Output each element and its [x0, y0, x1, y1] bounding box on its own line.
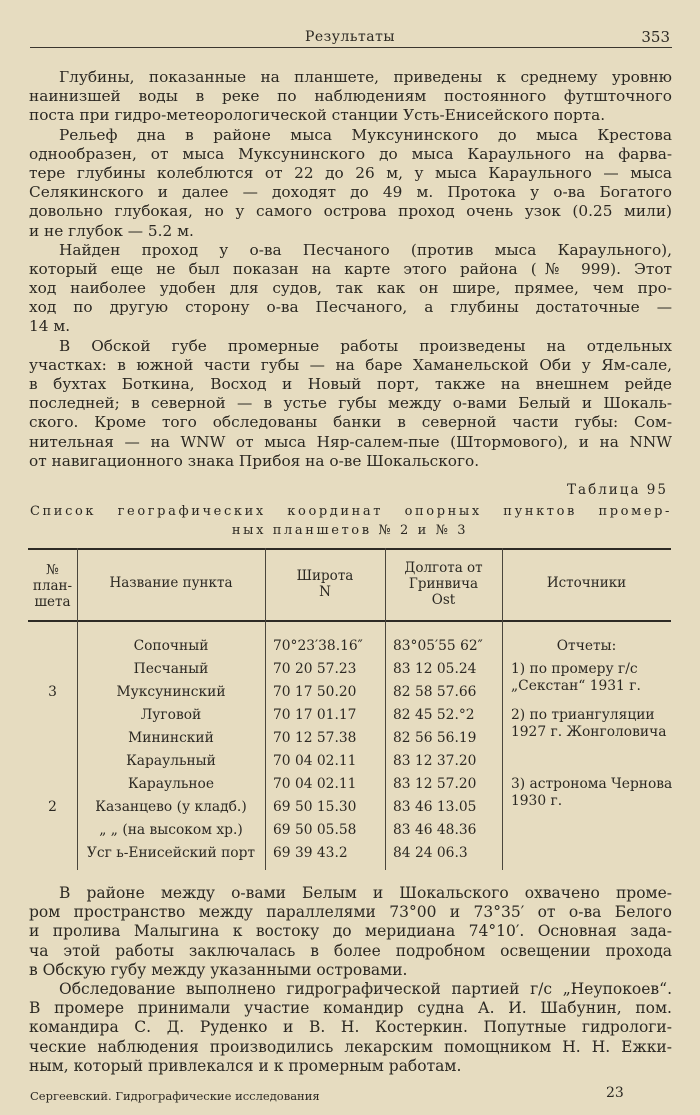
text-line: ческие наблюдения производились лекарским помощником Н. Н. Ежки- [29, 1037, 672, 1056]
page-number: 353 [641, 28, 670, 46]
text-line: Селякинского и далее — доходят до 49 м. Протока у о-ва Богатого [29, 183, 672, 202]
cell-lon: 82 58 57.66 [393, 684, 477, 700]
header-no-line: шета [34, 594, 71, 610]
text-line: ным, который привлекался и к промерным работам. [29, 1056, 462, 1075]
cell-name: Сопочный [133, 638, 209, 654]
cell-name: Песчаный [133, 661, 209, 677]
source-line: 2) по триангуляции [511, 707, 655, 723]
cell-lat: 69 50 05.58 [273, 822, 357, 838]
text-line: Найден проход у о-ва Песчаного (против мыса Караульного), [59, 240, 672, 259]
text-line: Рельеф дна в районе мыса Муксунинского до мыса Крестова [59, 125, 672, 144]
text-line: последней; в северной — в устье губы между о-вами Белый и Шокаль- [29, 394, 672, 413]
cell-name: Казанцево (у кладб.) [95, 799, 247, 815]
cell-lat: 69 39 43.2 [273, 845, 348, 861]
cell-lat: 70 12 57.38 [273, 730, 357, 746]
text-line: ход по другую сторону о-ва Песчаного, а глубины достаточные — [29, 298, 672, 317]
cell-name: Усг ь-Енисейский порт [86, 845, 256, 861]
header-no [28, 562, 77, 610]
text-line: довольно глубокая, но у самого острова проход очень узок (0.25 мили) [29, 202, 672, 221]
source-line: „Секстан“ 1931 г. [511, 678, 641, 694]
column-divider [502, 548, 503, 870]
header-lon-line: Ost [431, 592, 456, 608]
text-line: поста при гидро-метеорологической станции Усть-Енисейского порта. [29, 106, 606, 125]
table-caption-2: ных планшетов № 2 и № 3 [231, 523, 469, 538]
body-text-bottom [29, 884, 672, 1076]
cell-lat: 70 04 02.11 [273, 753, 357, 769]
source-line: 1930 г. [511, 793, 563, 809]
header-sources: Источники [546, 575, 627, 591]
header-lat-line: N [319, 584, 331, 600]
text-line: в Обскую губу между указанными островами. [29, 960, 408, 979]
source-line: 1927 г. Жонголовича [511, 724, 667, 740]
cell-lon: 83 46 48.36 [393, 822, 477, 838]
text-line: участках: в южной части губы — на баре Хаманельской Оби у Ям-сале, [29, 355, 672, 374]
header-no-line: план- [32, 578, 73, 594]
text-line: и пролива Малыгина к востоку до меридиана 74°10′. Основная зада- [29, 922, 672, 941]
cell-lat: 70 04 02.11 [273, 776, 357, 792]
header-longitude [385, 560, 502, 608]
cell-no: 3 [48, 684, 57, 700]
text-line: ром пространство между параллелями 73°00 и 73°35′ от о-ва Белого [29, 903, 672, 922]
header-lon-line: Долгота от [404, 560, 483, 576]
footer-sheet-number: 23 [606, 1085, 624, 1101]
cell-lon: 83 12 37.20 [393, 753, 477, 769]
source-line: 3) астронома Чернова [511, 776, 673, 792]
cell-lon: 82 45 52.°2 [393, 707, 475, 723]
text-line: ход наиболее удобен для судов, так как он шире, прямее, чем про- [29, 279, 672, 298]
text-line: 14 м. [29, 317, 71, 336]
cell-lat: 70 17 01.17 [273, 707, 357, 723]
header-rule [30, 47, 672, 48]
cell-lat: 70 17 50.20 [273, 684, 357, 700]
cell-lon: 83 12 05.24 [393, 661, 477, 677]
cell-lon: 84 24 06.3 [393, 845, 468, 861]
cell-name: „ „ (на высоком хр.) [99, 822, 243, 838]
footer-signature: Сергеевский. Гидрографические исследования [30, 1089, 320, 1103]
body-text-top [29, 68, 672, 471]
text-line: тере глубины колеблются от 22 до 26 м, у мыса Караульного — мыса [29, 163, 672, 182]
cell-name: Муксунинский [116, 684, 226, 700]
text-line: наинизшей воды в реке по наблюдениям постоянного футшточного [29, 87, 672, 106]
source-line: 1) по промеру г/с [511, 661, 638, 677]
cell-name: Мининский [128, 730, 214, 746]
header-latitude [265, 568, 385, 600]
cell-lon: 83 12 57.20 [393, 776, 477, 792]
text-line: В Обской губе промерные работы произведены на отдельных [59, 336, 672, 355]
cell-lat: 70°23′38.16″ [273, 638, 363, 654]
text-line: В районе между о-вами Белым и Шокальского охвачено проме- [59, 884, 672, 902]
text-line: однообразен, от мыса Муксунинского до мыса Караульного на фарва- [29, 144, 672, 163]
cell-lon: 83°05′55 62″ [393, 638, 483, 654]
cell-lon: 83 46 13.05 [393, 799, 477, 815]
coordinates-table [28, 548, 671, 870]
cell-lat: 69 50 15.30 [273, 799, 357, 815]
header-name: Название пункта [109, 575, 233, 591]
text-line: в бухтах Боткина, Восход и Новый порт, также на внешнем рейде [29, 375, 672, 393]
cell-lat: 70 20 57.23 [273, 661, 357, 677]
text-line: который еще не был показан на карте этого района (№ 999). Этот [29, 259, 672, 278]
cell-no: 2 [48, 799, 57, 815]
text-line: ча этой работы заключалась в более подробном освещении прохода [29, 941, 672, 960]
text-line: Обследование выполнено гидрографической партией г/с „Неупокоев“. [59, 979, 672, 998]
cell-lon: 82 56 56.19 [393, 730, 477, 746]
text-line: от навигационного знака Прибоя на о-ве Шокальского. [29, 451, 480, 470]
cell-name: Караульный [126, 753, 216, 769]
text-line: ского. Кроме того обследованы банки в северной части губы: Сом- [29, 413, 672, 432]
header-lon-line: Гринвича [408, 576, 479, 592]
header-no-line: № [46, 562, 59, 578]
text-line: В промере принимали участие командир судна А. И. Шабунин, пом. [29, 999, 672, 1018]
running-header-title: Результаты [304, 29, 396, 45]
table-top-rule [28, 548, 671, 550]
cell-name: Луговой [140, 707, 202, 723]
header-bottom-rule [28, 620, 671, 622]
text-line: и не глубок — 5.2 м. [29, 221, 194, 240]
text-line: Глубины, показанные на планшете, приведены к среднему уровню [59, 68, 672, 86]
source-line: Отчеты: [556, 638, 617, 654]
cell-name: Караульное [127, 776, 215, 792]
table-label: Таблица 95 [567, 482, 668, 498]
text-line: командира С. Д. Руденко и В. Н. Костеркин. Попутные гидрологи- [29, 1018, 672, 1037]
text-line: нительная — на WNW от мыса Няр-салем-пые (Штормового), и на NNW [29, 432, 672, 451]
table-caption: Список географических координат опорных пунктов промер- [30, 504, 672, 519]
header-lat-line: Широта [296, 568, 354, 584]
